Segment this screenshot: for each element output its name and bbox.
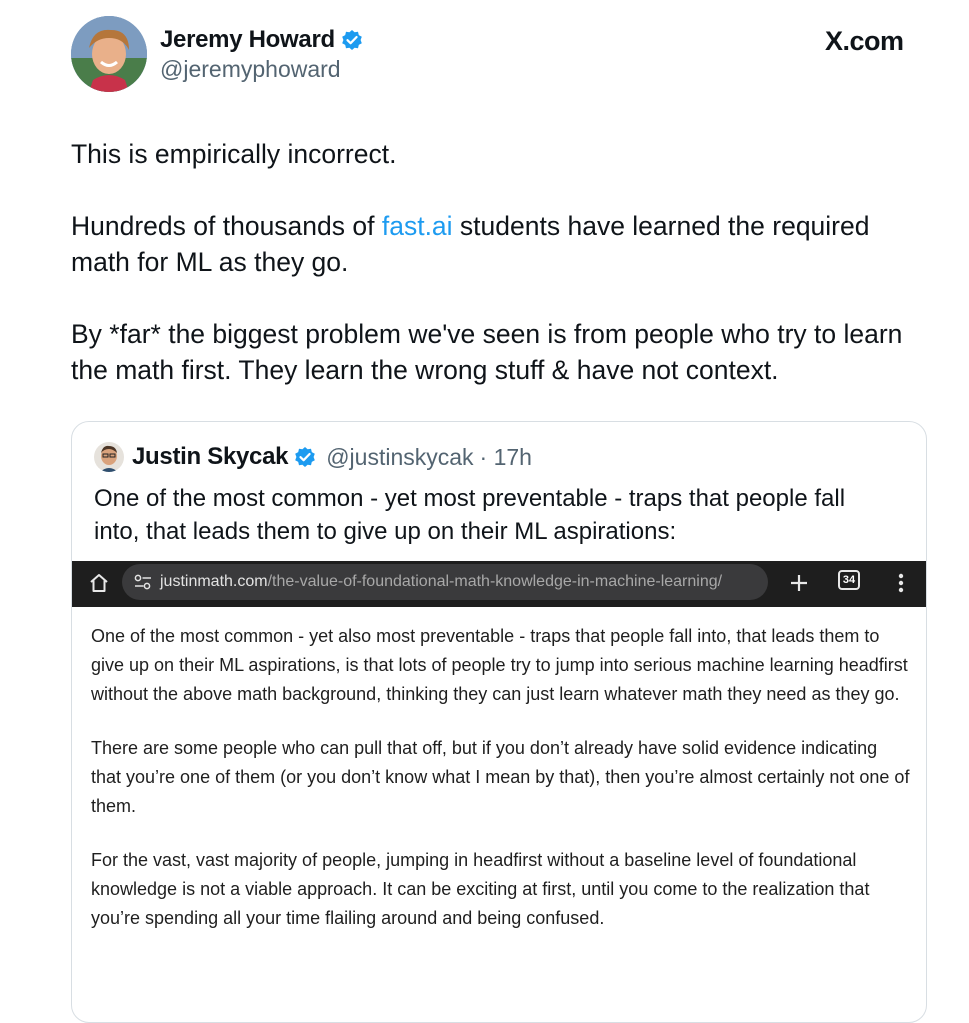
- author-handle[interactable]: @jeremyphoward: [160, 56, 341, 82]
- quoted-author-name[interactable]: Justin Skycak: [132, 443, 289, 470]
- quoted-author-row: [94, 442, 532, 472]
- tweet-paragraph: This is empirically incorrect.: [71, 139, 397, 169]
- quoted-tweet-card[interactable]: [71, 421, 927, 1023]
- author-name[interactable]: Jeremy Howard: [160, 26, 335, 53]
- tweet-text-segment: Hundreds of thousands of: [71, 211, 382, 241]
- tweet-paragraph: By *far* the biggest problem we've seen is from people who try to learn the math first. They learn the wrong stuff & have not context.: [71, 319, 903, 385]
- tweet-text: [71, 136, 931, 424]
- address-bar[interactable]: [122, 564, 768, 600]
- tweet-paragraph: [71, 208, 931, 280]
- article-excerpt: [91, 622, 911, 958]
- site-settings-icon[interactable]: [134, 574, 152, 590]
- article-paragraph: There are some people who can pull that off, but if you don’t already have solid evidence indicating that you’re one of them (or you don’t know what I mean by that), then you’re almost certainly not one of them.: [91, 738, 910, 816]
- more-menu-icon[interactable]: [898, 572, 904, 599]
- article-paragraph: For the vast, vast majority of people, jumping in headfirst without a baseline level of foundational knowledge is not a viable approach. It can be exciting at first, until you come to the realization that you’re spending all your time flailing around and being confused.: [91, 850, 870, 928]
- fastai-link[interactable]: fast.ai: [381, 211, 453, 241]
- quoted-author-handle[interactable]: @justinskycak: [326, 443, 474, 470]
- url-domain: justinmath.com: [160, 573, 268, 590]
- url-path: /the-value-of-foundational-math-knowledge-in-machine-learning/: [267, 573, 723, 590]
- quoted-tweet-text: One of the most common - yet most preventable - traps that people fall into, that leads them to give up on their ML aspirations:: [94, 485, 846, 545]
- new-tab-icon[interactable]: [788, 572, 810, 599]
- tweet-text-segment: students have learned the required math for ML as they go.: [71, 211, 870, 277]
- quoted-author-avatar[interactable]: [94, 442, 124, 472]
- quoted-timestamp[interactable]: · 17h: [479, 443, 532, 470]
- home-icon[interactable]: [88, 572, 110, 599]
- verified-badge-icon: [294, 446, 316, 468]
- verified-badge-icon: [341, 29, 363, 51]
- tab-switcher-icon[interactable]: 34: [838, 570, 860, 590]
- source-watermark: X.com: [825, 26, 904, 56]
- author-avatar[interactable]: [71, 16, 147, 92]
- url-text: [160, 573, 722, 591]
- article-paragraph: One of the most common - yet also most preventable - traps that people fall into, that leads them to give up on their ML aspirations, is that lots of people try to jump into serious machine learning headfirst without the above math background, thinking they can just learn whatever math they need as they go.: [91, 626, 908, 704]
- author-name-row: [160, 26, 363, 54]
- browser-toolbar: [72, 561, 926, 607]
